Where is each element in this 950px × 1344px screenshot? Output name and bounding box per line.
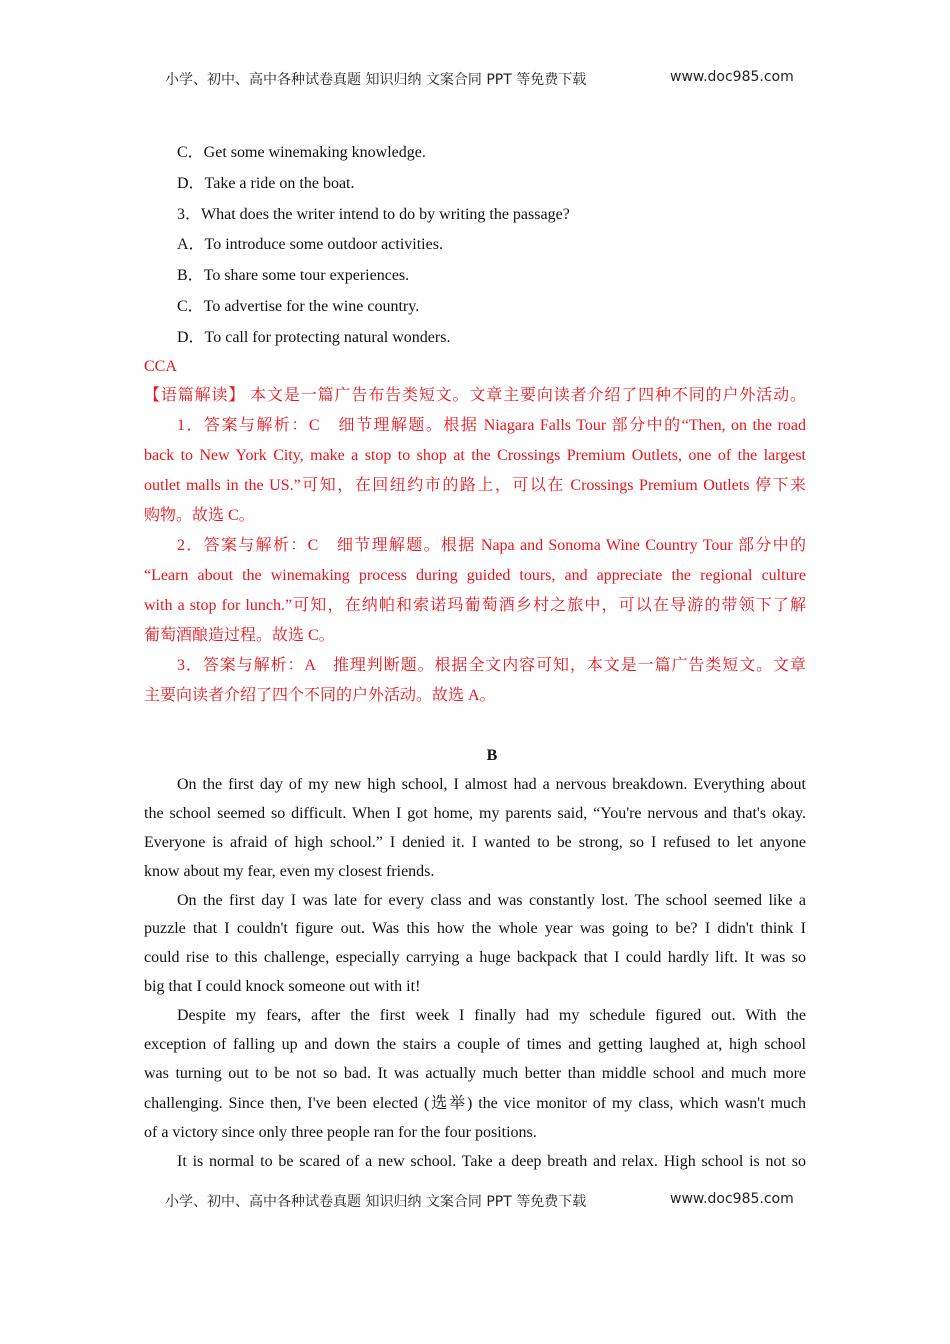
header-text: 小学、初中、高中各种试卷真题 知识归纳 文案合同 PPT 等免费下载 [165, 72, 587, 88]
passage-line: Everyone is afraid of high school.” I denied it. I wanted to be strong, so I refused to let anyone [144, 834, 806, 851]
passage-line: know about my fear, even my closest friends. [144, 863, 435, 880]
passage-line: of a victory since only three people ran for the four positions. [144, 1124, 537, 1141]
passage-line: could rise to this challenge, especially carrying a huge backpack that I could hardly lift. It was so [144, 949, 806, 966]
analysis-line: 1．答案与解析：C 细节理解题。根据 Niagara Falls Tour 部分中的“Then, on the road [177, 417, 806, 434]
answer-key: CCA [144, 358, 177, 375]
passage-line: exception of falling up and down the stairs a couple of times and getting laughed at, high school [144, 1036, 806, 1053]
analysis-summary: 【语篇解读】 本文是一篇广告布告类短文。文章主要向读者介绍了四种不同的户外活动。 [144, 387, 806, 404]
passage-line: puzzle that I couldn't figure out. Was this how the whole year was going to be? I didn't think I [144, 920, 806, 937]
question-text: 3．What does the writer intend to do by writing the passage? [177, 206, 570, 223]
passage-line: challenging. Since then, I've been elected (选举) the vice monitor of my class, which wasn't much [144, 1095, 806, 1112]
passage-line: the school seemed so difficult. When I got home, my parents said, “You're nervous and that's okay. [144, 805, 806, 822]
analysis-line: “Learn about the winemaking process during guided tours, and appreciate the regional culture [144, 567, 806, 584]
footer-url[interactable]: www.doc985.com [670, 1191, 794, 1207]
passage-line: On the first day I was late for every class and was constantly lost. The school seemed like a [177, 892, 806, 909]
passage-line: was turning out to be not so bad. It was actually much better than middle school and much more [144, 1065, 806, 1082]
analysis-line: 3．答案与解析：A 推理判断题。根据全文内容可知，本文是一篇广告类短文。文章 [177, 657, 806, 674]
option-text: D．To call for protecting natural wonders. [177, 329, 451, 346]
header-url[interactable]: www.doc985.com [670, 69, 794, 85]
option-text: C．Get some winemaking knowledge. [177, 144, 426, 161]
passage-line: On the first day of my new high school, I almost had a nervous breakdown. Everything about [177, 776, 806, 793]
passage-line: Despite my fears, after the first week I finally had my schedule figured out. With the [177, 1007, 806, 1024]
analysis-line: outlet malls in the US.”可知，在回纽约市的路上，可以在 Crossings Premium Outlets 停下来 [144, 477, 806, 494]
option-text: A．To introduce some outdoor activities. [177, 236, 443, 253]
passage-line: big that I could knock someone out with it! [144, 978, 421, 995]
analysis-line: 主要向读者介绍了四个不同的户外活动。故选 A。 [144, 687, 496, 704]
analysis-line: 购物。故选 C。 [144, 507, 255, 524]
option-text: C．To advertise for the wine country. [177, 298, 420, 315]
option-text: D．Take a ride on the boat. [177, 175, 355, 192]
passage-line: It is normal to be scared of a new school. Take a deep breath and relax. High school is not so [177, 1153, 806, 1170]
analysis-line: back to New York City, make a stop to shop at the Crossings Premium Outlets, one of the largest [144, 447, 806, 464]
section-title: B [486, 747, 498, 764]
option-text: B．To share some tour experiences. [177, 267, 410, 284]
analysis-line: with a stop for lunch.”可知，在纳帕和索诺玛葡萄酒乡村之旅中，可以在导游的带领下了解 [144, 597, 806, 614]
analysis-line: 2．答案与解析：C 细节理解题。根据 Napa and Sonoma Wine Country Tour 部分中的 [177, 537, 806, 554]
footer-text: 小学、初中、高中各种试卷真题 知识归纳 文案合同 PPT 等免费下载 [165, 1194, 587, 1210]
analysis-line: 葡萄酒酿造过程。故选 C。 [144, 627, 335, 644]
